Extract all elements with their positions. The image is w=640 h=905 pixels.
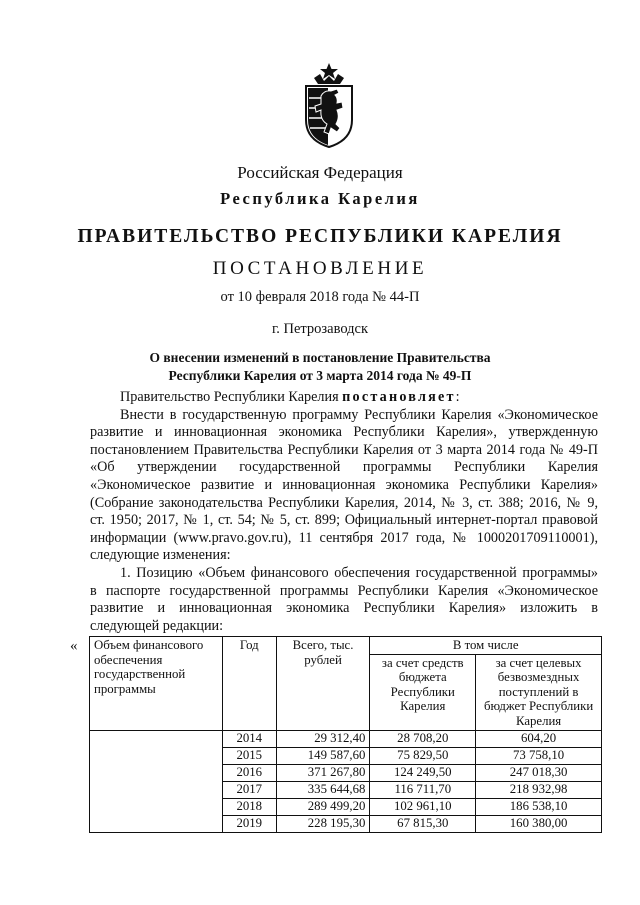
karelia-coat-of-arms-emblem [302,62,356,148]
cell-grants: 604,20 [476,730,602,747]
cell-total: 371 267,80 [276,764,370,781]
cell-year: 2015 [222,747,276,764]
decree-date-number: от 10 февраля 2018 года № 44-П [220,289,420,305]
intro-suffix: : [455,389,460,405]
table-label-filler [90,730,223,832]
cell-budget: 28 708,20 [370,730,476,747]
cell-budget: 116 711,70 [370,781,476,798]
body-line: «Об утверждении государственной программы Республики Карелия [90,459,598,476]
cell-year: 2017 [222,781,276,798]
decree-subject [0,349,640,385]
financing-table [89,636,602,833]
intro-prefix: Правительство Республики Карелия [120,389,343,405]
body-line: информации (www.pravo.gov.ru), 11 сентября 2017 года, № 1000201709110001), [90,529,598,546]
column-header-including: В том числе [370,637,602,655]
cell-grants: 247 018,30 [476,764,602,781]
cell-total: 228 195,30 [276,815,370,832]
republic-name: Республика Карелия [220,189,420,208]
cell-grants: 73 758,10 [476,747,602,764]
city-name: г. Петрозаводск [271,321,369,337]
body-line: постановлением Правительства Республики Карелия от 3 марта 2014 года № 49-П [90,441,598,458]
cell-year: 2018 [222,798,276,815]
body-line: (Собрание законодательства Республики Карелия, 2014, № 3, ст. 388; 2016, № 9, [90,494,598,511]
cell-total: 289 499,20 [276,798,370,815]
cell-grants: 218 932,98 [476,781,602,798]
body-line: в паспорте государственной программы Республики Карелия «Экономическое [90,582,598,599]
table-row [90,730,602,747]
cell-total: 335 644,68 [276,781,370,798]
subject-line: Республики Карелия от 3 марта 2014 года № 49-П [168,368,472,383]
intro-line [90,389,598,407]
body-line: «Экономическое развитие и инновационная экономика Республики Карелия» [90,476,598,493]
cell-year: 2019 [222,815,276,832]
subject-line: О внесении изменений в постановление Правительства [149,350,491,365]
table-row-label: Объем финансового обеспечения государственной программы [90,637,223,731]
opening-quote-mark: « [70,638,78,654]
column-header-total: Всего, тыс. рублей [276,637,370,731]
table-header-row [90,637,602,655]
body-line: 1. Позицию «Объем финансового обеспечения государственной программы» [120,564,598,581]
column-header-year: Год [222,637,276,731]
body-line: следующей редакции: [90,617,224,634]
cell-year: 2016 [222,764,276,781]
document-type: ПОСТАНОВЛЕНИЕ [212,258,428,279]
cell-grants: 186 538,10 [476,798,602,815]
cell-grants: 160 380,00 [476,815,602,832]
government-title: ПРАВИТЕЛЬСТВО РЕСПУБЛИКИ КАРЕЛИЯ [77,226,563,247]
column-header-budget: за счет средств бюджета Республики Карелия [370,654,476,730]
body-line: ст. 1950; 2017, № 1, ст. 54; № 5, ст. 899; Официальный интернет-портал правовой [90,512,598,529]
body-line: развитие и инновационная экономика Республики Карелия», утвержденную [90,424,598,441]
cell-total: 29 312,40 [276,730,370,747]
body-line: развитие и инновационная экономика Республики Карелия» изложить в [90,600,598,617]
body-line: Внести в государственную программу Республики Карелия «Экономическое [120,406,598,423]
cell-year: 2014 [222,730,276,747]
cell-budget: 67 815,30 [370,815,476,832]
country-name: Российская Федерация [237,163,403,182]
body-line: следующие изменения: [90,547,231,564]
cell-budget: 75 829,50 [370,747,476,764]
decree-body [90,389,598,635]
intro-keyword: постановляет [342,389,456,405]
cell-budget: 102 961,10 [370,798,476,815]
cell-budget: 124 249,50 [370,764,476,781]
column-header-grants: за счет целевых безвозмездных поступлений в бюджет Республики Карелия [476,654,602,730]
cell-total: 149 587,60 [276,747,370,764]
